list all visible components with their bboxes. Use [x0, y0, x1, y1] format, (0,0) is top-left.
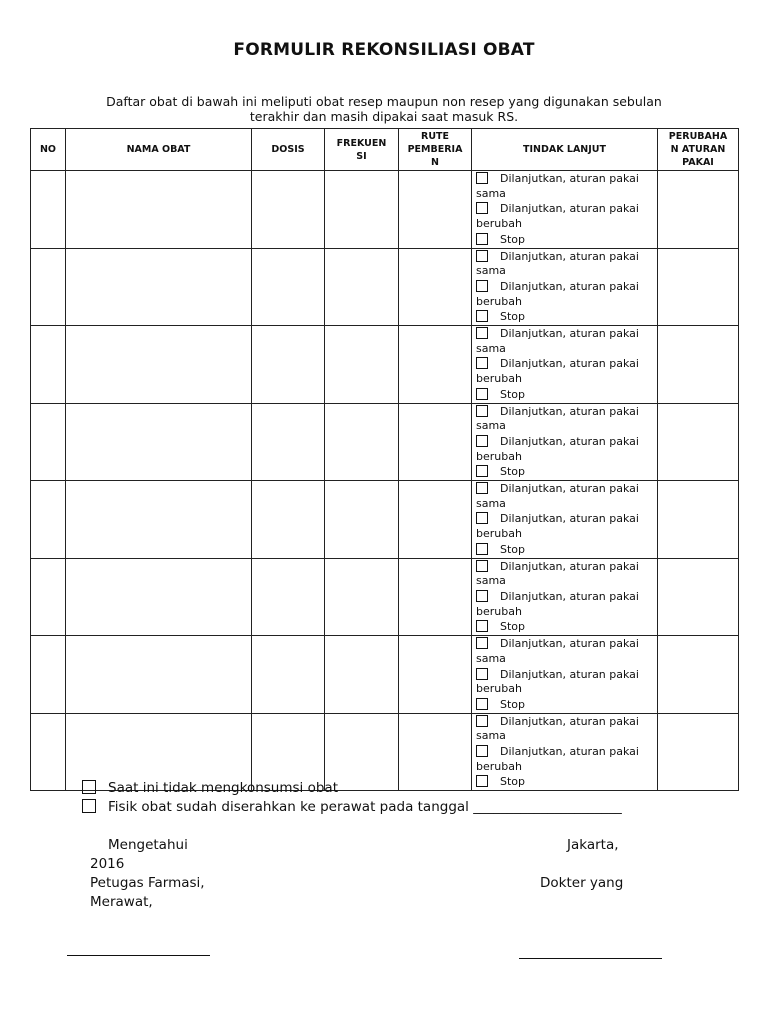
cell-frekuensi[interactable]: [325, 481, 399, 559]
cell-nama-obat[interactable]: [66, 326, 252, 404]
cell-no[interactable]: [31, 713, 66, 791]
cell-no[interactable]: [31, 403, 66, 481]
cell-perubahan-aturan[interactable]: [658, 713, 739, 791]
cell-frekuensi[interactable]: [325, 713, 399, 791]
continue-same-label-1: Dilanjutkan, aturan pakai: [500, 172, 639, 185]
table-row: [31, 713, 739, 791]
cell-dosis[interactable]: [252, 481, 325, 559]
stop-label: Stop: [500, 542, 526, 556]
cell-nama-obat[interactable]: [66, 403, 252, 481]
stop-label: Stop: [500, 620, 526, 634]
continue-changed-label-1: Dilanjutkan, aturan pakai: [500, 667, 639, 681]
header-frekuensi: [325, 129, 399, 171]
cell-frekuensi[interactable]: [325, 403, 399, 481]
table-row: [31, 558, 739, 636]
doctor-signature-line: [519, 958, 662, 959]
not-consuming-checkbox[interactable]: [82, 780, 96, 794]
cell-nama-obat[interactable]: [66, 481, 252, 559]
stop-label: Stop: [500, 775, 526, 789]
year-label: 2016: [90, 856, 125, 872]
continue-same-label-1: Dilanjutkan, aturan pakai: [500, 637, 639, 651]
cell-tindak-lanjut: [472, 326, 658, 404]
option-stop[interactable]: [472, 619, 657, 635]
stop-checkbox[interactable]: [476, 310, 488, 322]
continue-same-label-1: Dilanjutkan, aturan pakai: [500, 327, 639, 341]
continue-changed-label-2: berubah: [476, 604, 522, 618]
continue-same-checkbox[interactable]: [476, 482, 488, 494]
handed-over-option[interactable]: [82, 799, 622, 815]
intro-line-1: Daftar obat di bawah ini meliputi obat resep maupun non resep yang digunakan sebulan: [106, 94, 662, 109]
cell-perubahan-aturan[interactable]: [658, 171, 739, 249]
continue-changed-label-2: berubah: [476, 294, 522, 308]
header-frekuensi-line-2: SI: [356, 150, 367, 162]
continue-same-label-2: sama: [476, 341, 506, 355]
cell-perubahan-aturan[interactable]: [658, 248, 739, 326]
option-continue-changed[interactable]: [472, 356, 657, 386]
header-perubahan: [658, 129, 739, 171]
option-continue-changed[interactable]: [472, 589, 657, 619]
option-stop[interactable]: [472, 697, 657, 713]
table-row: [31, 403, 739, 481]
stop-checkbox[interactable]: [476, 465, 488, 477]
stop-checkbox[interactable]: [476, 233, 488, 245]
option-continue-changed[interactable]: [472, 434, 657, 464]
stop-checkbox[interactable]: [476, 775, 488, 787]
cell-tindak-lanjut: [472, 481, 658, 559]
header-perubahan-line-1: PERUBAHA: [668, 131, 728, 142]
header-tindak-lanjut: TINDAK LANJUT: [472, 129, 658, 171]
cell-no[interactable]: [31, 248, 66, 326]
cell-no[interactable]: [31, 171, 66, 249]
continue-same-checkbox[interactable]: [476, 637, 488, 649]
option-continue-changed[interactable]: [472, 667, 657, 697]
cell-frekuensi[interactable]: [325, 248, 399, 326]
cell-dosis[interactable]: [252, 171, 325, 249]
option-stop[interactable]: [472, 542, 657, 558]
cell-nama-obat[interactable]: [66, 636, 252, 714]
header-rute-line-1: RUTE: [421, 131, 449, 142]
cell-perubahan-aturan[interactable]: [658, 636, 739, 714]
cell-frekuensi[interactable]: [325, 558, 399, 636]
cell-tindak-lanjut: [472, 171, 658, 249]
continue-changed-label-2: berubah: [476, 217, 522, 231]
city-label: Jakarta,: [567, 837, 619, 853]
header-nama-obat: NAMA OBAT: [66, 129, 252, 171]
continue-changed-label-1: Dilanjutkan, aturan pakai: [500, 434, 639, 448]
acknowledge-label: Mengetahui: [108, 837, 188, 853]
header-frekuensi-line-1: FREKUEN: [336, 137, 387, 149]
continue-same-label-2: sama: [476, 729, 506, 743]
option-stop[interactable]: [472, 232, 657, 248]
option-continue-same[interactable]: [472, 249, 657, 279]
continue-same-label-2: sama: [476, 186, 506, 200]
continue-same-label-1: Dilanjutkan, aturan pakai: [500, 559, 639, 573]
cell-nama-obat[interactable]: [66, 558, 252, 636]
option-continue-changed[interactable]: [472, 511, 657, 541]
pharmacist-signature-line: [67, 955, 210, 956]
option-stop[interactable]: [472, 774, 657, 790]
cell-dosis[interactable]: [252, 403, 325, 481]
cell-frekuensi[interactable]: [325, 636, 399, 714]
cell-perubahan-aturan[interactable]: [658, 326, 739, 404]
continue-changed-label-1: Dilanjutkan, aturan pakai: [500, 589, 639, 603]
continue-changed-label-2: berubah: [476, 682, 522, 696]
table-row: [31, 171, 739, 249]
not-consuming-label: Saat ini tidak mengkonsumsi obat: [108, 780, 338, 796]
stop-label: Stop: [500, 310, 526, 324]
cell-nama-obat[interactable]: [66, 248, 252, 326]
cell-rute[interactable]: [399, 171, 472, 249]
cell-perubahan-aturan[interactable]: [658, 558, 739, 636]
table-row: [31, 248, 739, 326]
table-body: [31, 171, 739, 791]
continue-same-label-1: Dilanjutkan, aturan pakai: [500, 482, 639, 496]
table-row: [31, 481, 739, 559]
header-perubahan-line-3: PAKAI: [682, 157, 714, 168]
continue-same-label-1: Dilanjutkan, aturan pakai: [500, 714, 639, 728]
continue-changed-checkbox[interactable]: [476, 435, 488, 447]
continue-changed-checkbox[interactable]: [476, 357, 488, 369]
cell-tindak-lanjut: [472, 636, 658, 714]
stop-label: Stop: [500, 387, 526, 401]
cell-dosis[interactable]: [252, 558, 325, 636]
option-continue-same[interactable]: [472, 481, 657, 511]
cell-perubahan-aturan[interactable]: [658, 403, 739, 481]
stop-label: Stop: [500, 232, 526, 246]
stop-checkbox[interactable]: [476, 620, 488, 632]
continue-same-label-2: sama: [476, 419, 506, 433]
header-rute-line-3: N: [431, 157, 439, 168]
cell-no[interactable]: [31, 636, 66, 714]
continue-same-checkbox[interactable]: [476, 172, 488, 184]
cell-no[interactable]: [31, 326, 66, 404]
cell-rute[interactable]: [399, 481, 472, 559]
stop-label: Stop: [500, 465, 526, 479]
cell-no[interactable]: [31, 558, 66, 636]
stop-checkbox[interactable]: [476, 698, 488, 710]
header-no: NO: [31, 129, 66, 171]
continue-changed-checkbox[interactable]: [476, 280, 488, 292]
option-continue-same[interactable]: [472, 404, 657, 434]
continue-changed-label-2: berubah: [476, 372, 522, 386]
doctor-label: Dokter yang: [540, 875, 624, 891]
cell-rute[interactable]: [399, 558, 472, 636]
pharmacist-label: Petugas Farmasi,: [90, 875, 205, 891]
continue-same-checkbox[interactable]: [476, 405, 488, 417]
continue-same-checkbox[interactable]: [476, 327, 488, 339]
continue-changed-label-1: Dilanjutkan, aturan pakai: [500, 202, 639, 216]
header-dosis: DOSIS: [252, 129, 325, 171]
continue-same-label-2: sama: [476, 574, 506, 588]
option-continue-same[interactable]: [472, 171, 657, 201]
treating-label: Merawat,: [90, 894, 153, 910]
option-continue-same[interactable]: [472, 559, 657, 589]
option-continue-same[interactable]: [472, 636, 657, 666]
continue-changed-checkbox[interactable]: [476, 745, 488, 757]
cell-tindak-lanjut: [472, 403, 658, 481]
cell-dosis[interactable]: [252, 326, 325, 404]
continue-changed-checkbox[interactable]: [476, 512, 488, 524]
table-row: [31, 326, 739, 404]
header-perubahan-line-2: N ATURAN: [670, 144, 726, 155]
reconciliation-table: [30, 128, 739, 791]
cell-perubahan-aturan[interactable]: [658, 481, 739, 559]
not-consuming-option[interactable]: [82, 780, 338, 796]
continue-changed-label-2: berubah: [476, 527, 522, 541]
continue-changed-checkbox[interactable]: [476, 590, 488, 602]
table-header-row: [31, 129, 739, 171]
continue-changed-checkbox[interactable]: [476, 668, 488, 680]
header-rute-line-2: PEMBERIA: [407, 144, 463, 155]
continue-changed-checkbox[interactable]: [476, 202, 488, 214]
option-stop[interactable]: [472, 387, 657, 403]
option-stop[interactable]: [472, 464, 657, 480]
cell-rute[interactable]: [399, 403, 472, 481]
cell-no[interactable]: [31, 481, 66, 559]
cell-nama-obat[interactable]: [66, 713, 252, 791]
continue-same-label-1: Dilanjutkan, aturan pakai: [500, 249, 639, 263]
stop-checkbox[interactable]: [476, 543, 488, 555]
continue-changed-label-2: berubah: [476, 759, 522, 773]
cell-dosis[interactable]: [252, 248, 325, 326]
handed-over-label: Fisik obat sudah diserahkan ke perawat pada tanggal ______________________: [108, 799, 622, 815]
option-continue-same[interactable]: [472, 714, 657, 744]
continue-same-label-2: sama: [476, 496, 506, 510]
cell-tindak-lanjut: [472, 713, 658, 791]
cell-dosis[interactable]: [252, 636, 325, 714]
continue-changed-label-1: Dilanjutkan, aturan pakai: [500, 357, 639, 371]
continue-changed-label-1: Dilanjutkan, aturan pakai: [500, 512, 639, 526]
cell-rute[interactable]: [399, 636, 472, 714]
option-continue-changed[interactable]: [472, 279, 657, 309]
continue-changed-label-1: Dilanjutkan, aturan pakai: [500, 745, 639, 759]
continue-changed-label-1: Dilanjutkan, aturan pakai: [500, 279, 639, 293]
stop-label: Stop: [500, 697, 526, 711]
cell-rute[interactable]: [399, 713, 472, 791]
cell-dosis[interactable]: [252, 713, 325, 791]
continue-same-label-1: Dilanjutkan, aturan pakai: [500, 404, 639, 418]
option-continue-same[interactable]: [472, 326, 657, 356]
cell-tindak-lanjut: [472, 248, 658, 326]
cell-frekuensi[interactable]: [325, 171, 399, 249]
intro-line-2: terakhir dan masih dipakai saat masuk RS.: [249, 109, 519, 124]
option-continue-changed[interactable]: [472, 201, 657, 231]
option-continue-changed[interactable]: [472, 744, 657, 774]
continue-same-label-2: sama: [476, 264, 506, 278]
continue-same-label-2: sama: [476, 651, 506, 665]
continue-same-checkbox[interactable]: [476, 250, 488, 262]
form-title: FORMULIR REKONSILIASI OBAT: [233, 40, 535, 60]
header-rute: [399, 129, 472, 171]
option-stop[interactable]: [472, 309, 657, 325]
cell-rute[interactable]: [399, 248, 472, 326]
intro-text: [60, 94, 708, 124]
cell-rute[interactable]: [399, 326, 472, 404]
continue-same-checkbox[interactable]: [476, 715, 488, 727]
cell-tindak-lanjut: [472, 558, 658, 636]
table-row: [31, 636, 739, 714]
handed-over-checkbox[interactable]: [82, 799, 96, 813]
continue-same-checkbox[interactable]: [476, 560, 488, 572]
stop-checkbox[interactable]: [476, 388, 488, 400]
cell-frekuensi[interactable]: [325, 326, 399, 404]
cell-nama-obat[interactable]: [66, 171, 252, 249]
continue-changed-label-2: berubah: [476, 449, 522, 463]
